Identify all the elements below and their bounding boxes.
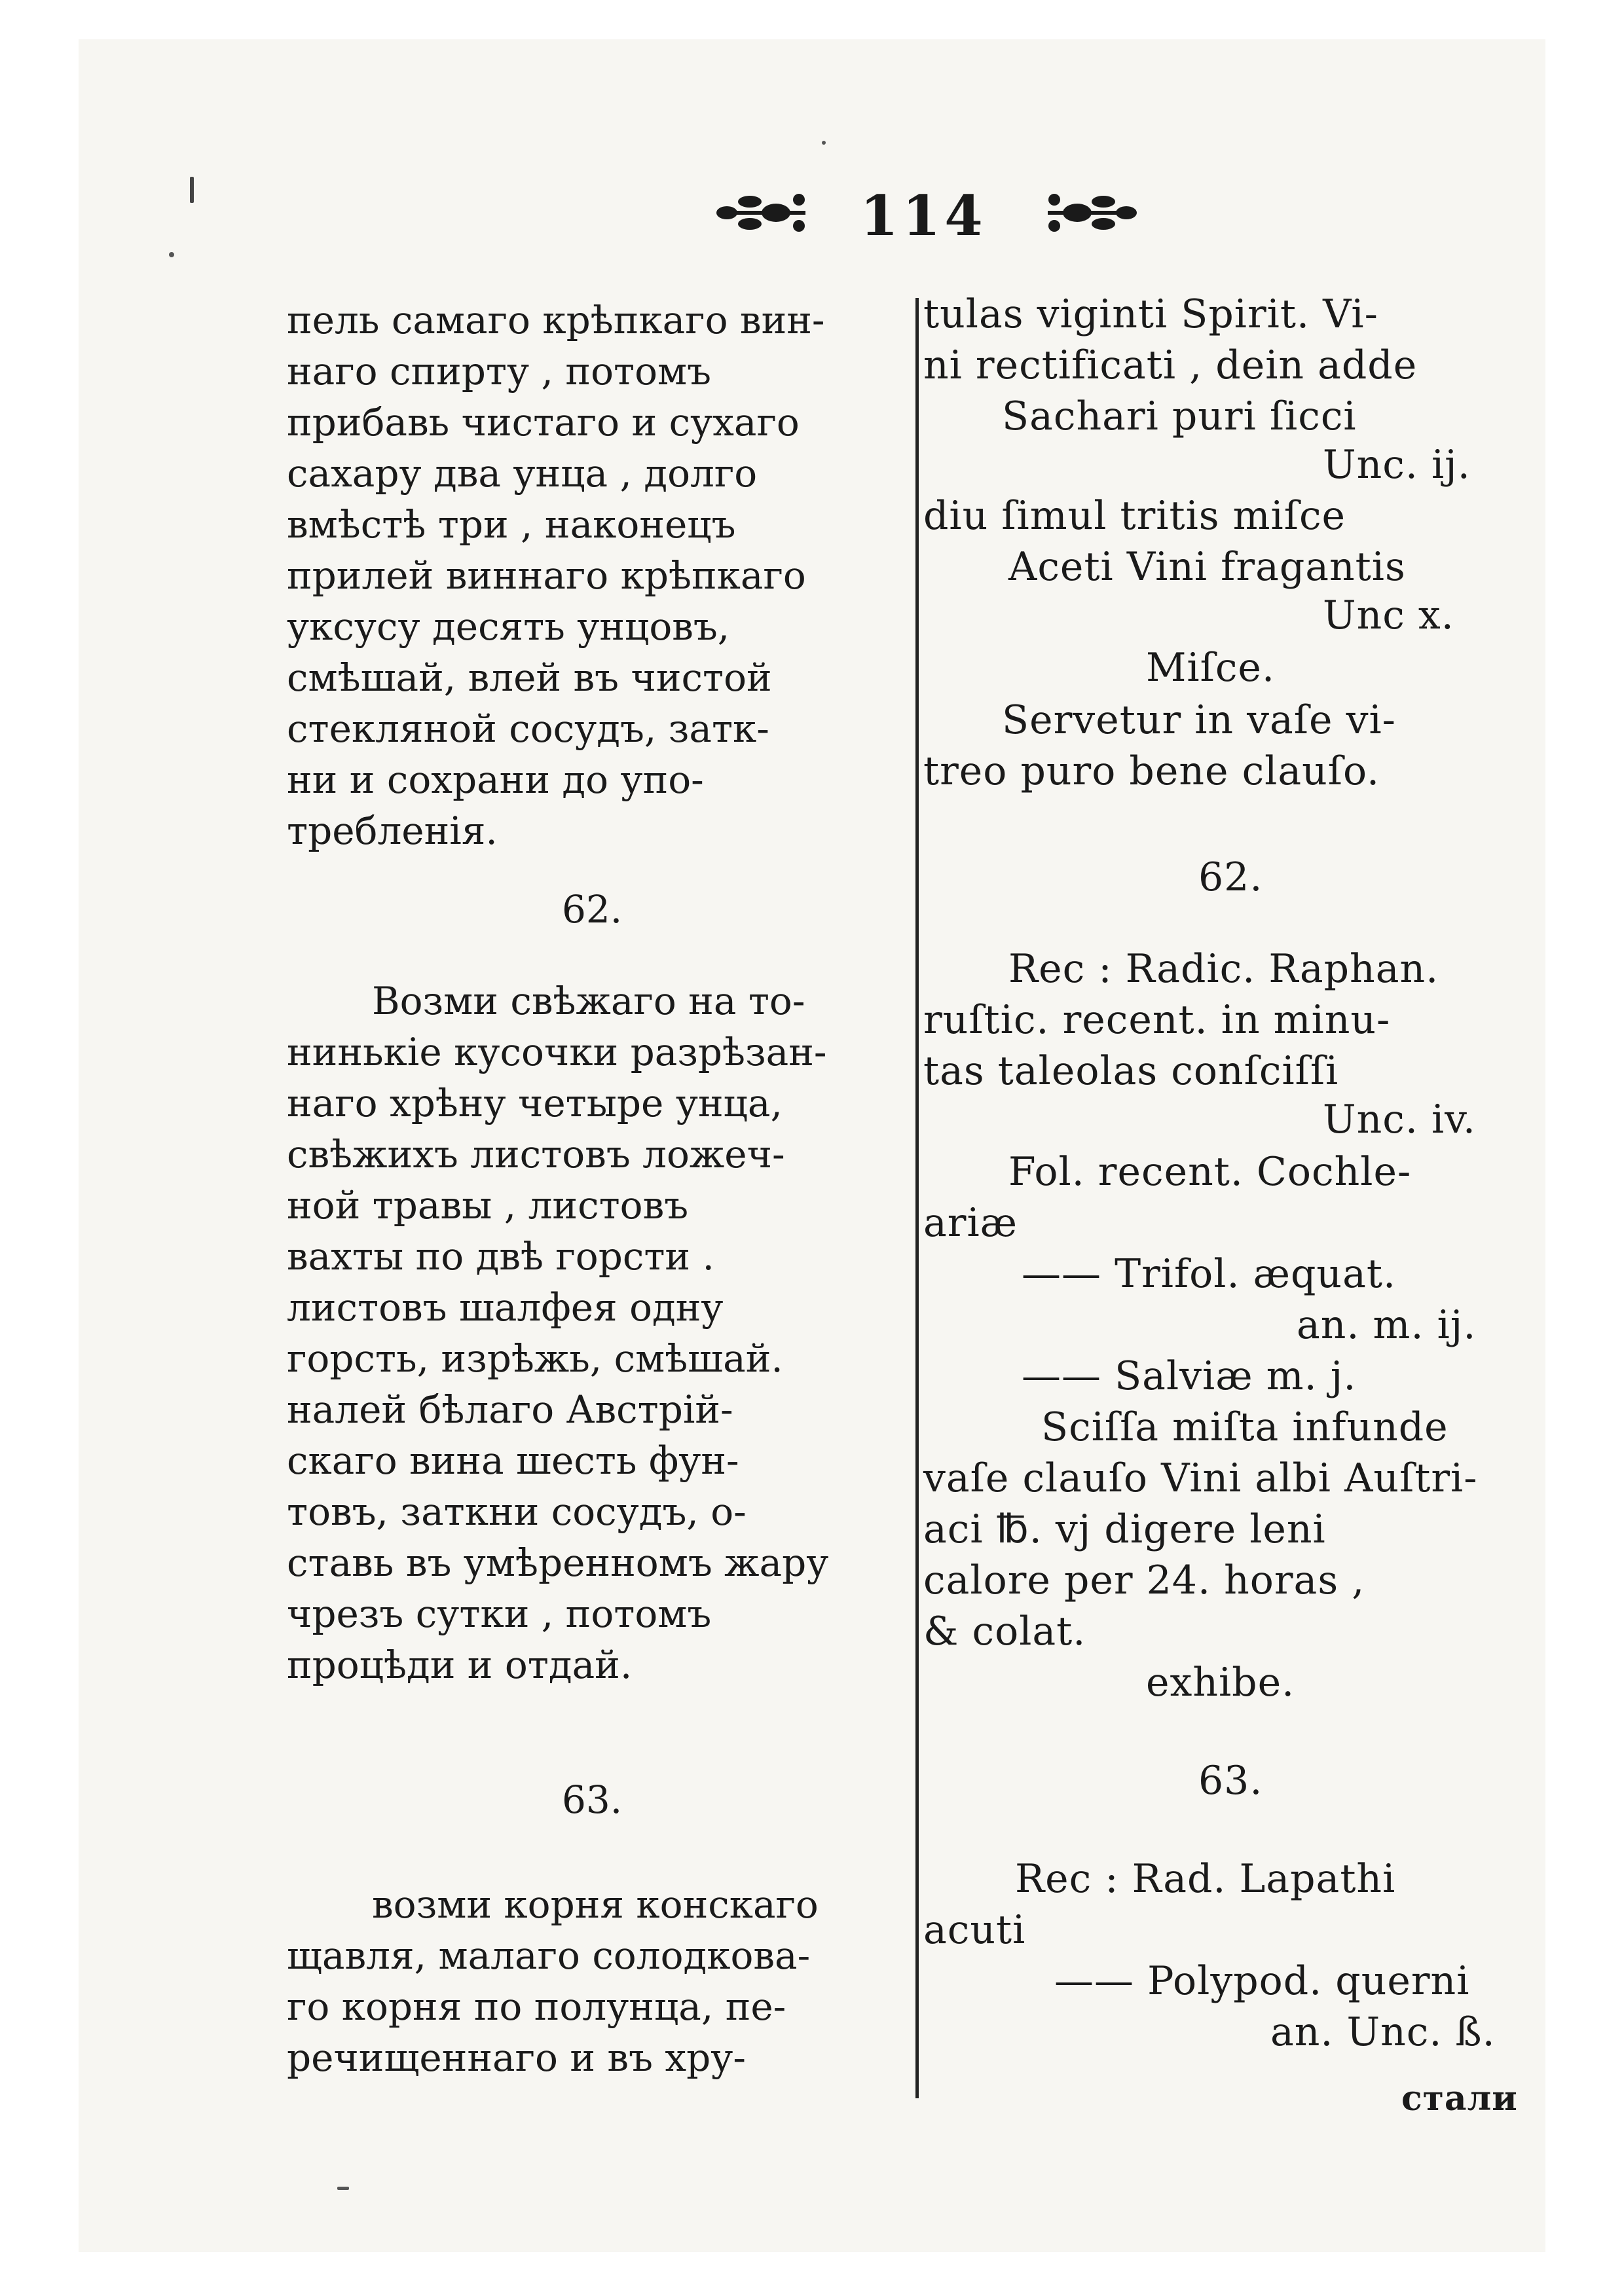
text-line: вахты по двѣ горсти . xyxy=(287,1234,714,1279)
text-line: Miſce. xyxy=(1146,645,1276,691)
text-line: речищеннаго и въ хру- xyxy=(287,2035,746,2080)
print-speck xyxy=(822,141,826,145)
text-line: ni rectificati , dein adde xyxy=(923,342,1418,388)
text-line: Rec : Radic. Raphan. xyxy=(1008,946,1439,992)
text-line: Unc. ij. xyxy=(1323,442,1471,488)
section-number: 63. xyxy=(1198,1758,1263,1804)
text-line: vaſe clauſo Vini albi Auſtri- xyxy=(923,1455,1478,1501)
catchword: стали xyxy=(1401,2079,1518,2119)
text-line: го корня по полунца, пе- xyxy=(287,1984,786,2029)
text-line: an. Unc. ß. xyxy=(1270,2009,1496,2055)
text-line: aci ℔. vj digere leni xyxy=(923,1506,1326,1552)
text-line: вмѣстѣ три , наконецъ xyxy=(287,502,736,547)
text-line: Rec : Rad. Lapathi xyxy=(1015,1856,1396,1902)
text-line: скаго вина шесть фун- xyxy=(287,1438,739,1483)
text-line: наго спирту , потомъ xyxy=(287,349,712,393)
text-line: —— Salviæ m. j. xyxy=(1022,1353,1357,1399)
text-line: свѣжихъ листовъ ложеч- xyxy=(287,1132,785,1176)
text-line: ни и сохрани до упо- xyxy=(287,757,704,802)
page-header xyxy=(681,177,1166,255)
column-divider xyxy=(915,298,919,2098)
text-line: прилей виннаго крѣпкаго xyxy=(287,553,806,598)
text-line: treo puro bene clauſo. xyxy=(923,748,1380,794)
text-line: нинькіе кусочки разрѣзан- xyxy=(287,1030,827,1074)
print-speck xyxy=(337,2187,349,2190)
text-line: diu ſimul tritis miſce xyxy=(923,493,1346,539)
text-line: процѣди и отдай. xyxy=(287,1643,633,1687)
print-speck xyxy=(169,252,174,257)
text-line: Sciſſa miſta infunde xyxy=(1041,1404,1449,1450)
text-line: прибавь чистаго и сухаго xyxy=(287,400,800,445)
text-line: наго хрѣну четыре унца, xyxy=(287,1081,783,1125)
text-line: чрезъ сутки , потомъ xyxy=(287,1592,712,1636)
text-line: calore per 24. horas , xyxy=(923,1558,1365,1603)
text-line: tulas viginti Spirit. Vi- xyxy=(923,291,1378,337)
text-line: acuti xyxy=(923,1907,1026,1953)
text-line: листовъ шалфея одну xyxy=(287,1285,724,1330)
section-number: 62. xyxy=(1198,854,1263,900)
text-line: налей бѣлаго Австрій- xyxy=(287,1387,733,1432)
text-line: Aceti Vini fragantis xyxy=(1008,544,1406,590)
section-number: 62. xyxy=(562,887,623,932)
text-line: товъ, заткни сосудъ, о- xyxy=(287,1489,747,1534)
section-number: 63. xyxy=(562,1777,623,1822)
text-line: —— Polypod. querni xyxy=(1054,1958,1470,2004)
text-line: требленія. xyxy=(287,809,498,853)
text-line: возми корня конскаго xyxy=(372,1882,819,1927)
page-number: 114 xyxy=(860,183,987,248)
left-fleuron-ornament-icon xyxy=(714,183,812,245)
text-line: & colat. xyxy=(923,1609,1086,1654)
text-line: уксусу десять унцовъ, xyxy=(287,604,730,649)
text-line: щавля, малаго солодкова- xyxy=(287,1933,811,1978)
print-speck xyxy=(190,177,194,203)
text-line: Fol. recent. Cochle- xyxy=(1008,1149,1412,1195)
text-line: горсть, изрѣжь, смѣшай. xyxy=(287,1336,783,1381)
text-line: exhibe. xyxy=(1146,1660,1295,1705)
text-line: Возми свѣжаго на то- xyxy=(372,979,805,1023)
text-line: ной травы , листовъ xyxy=(287,1183,689,1228)
text-line: Unc. iv. xyxy=(1323,1097,1476,1142)
text-line: Unc x. xyxy=(1323,592,1454,638)
text-line: Sachari puri ſicci xyxy=(1002,393,1357,439)
text-line: ariæ xyxy=(923,1200,1018,1246)
text-line: an. m. ij. xyxy=(1297,1302,1477,1348)
text-line: смѣшай, влей въ чистой xyxy=(287,655,772,700)
text-line: ставь въ умѣренномъ жару xyxy=(287,1540,829,1585)
text-line: стекляной сосудъ, затк- xyxy=(287,706,769,751)
text-line: пель самаго крѣпкаго вин- xyxy=(287,298,825,342)
text-line: сахару два унца , долго xyxy=(287,451,758,496)
text-line: Servetur in vaſe vi- xyxy=(1002,697,1396,743)
right-fleuron-ornament-icon xyxy=(1041,183,1139,245)
text-line: tas taleolas conſciſſi xyxy=(923,1048,1339,1094)
text-line: ruſtic. recent. in minu- xyxy=(923,997,1391,1043)
text-line: —— Trifol. æquat. xyxy=(1022,1251,1397,1297)
